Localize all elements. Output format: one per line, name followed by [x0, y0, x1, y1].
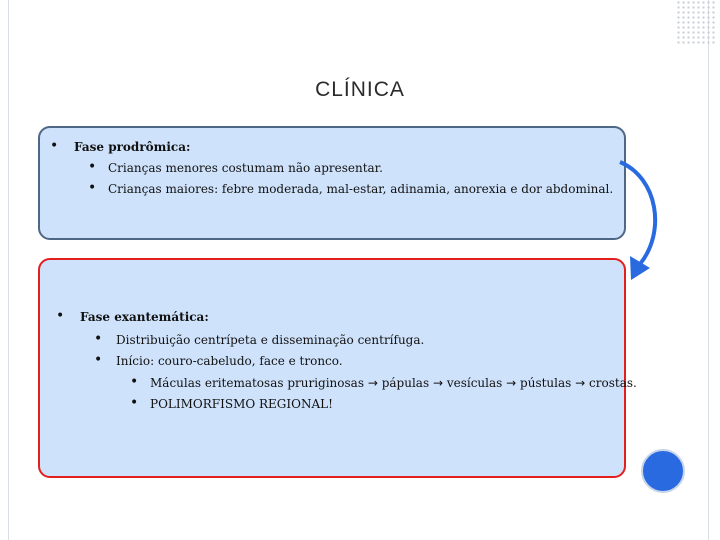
- progression-step-crusts: crostas.: [589, 376, 637, 390]
- arrow-right-icon: →: [432, 376, 443, 390]
- slide-title: CLÍNICA: [315, 78, 405, 101]
- bullet: •: [130, 395, 139, 411]
- prodromal-heading: Fase prodrômica:: [74, 140, 191, 154]
- bullet: •: [88, 159, 97, 175]
- exanthematic-item-2: Início: couro-cabeludo, face e tronco.: [116, 354, 343, 368]
- bullet: •: [56, 308, 65, 324]
- progression-step-vesicles: vesículas: [446, 376, 503, 390]
- corner-dot-pattern: [676, 0, 716, 46]
- exanthematic-heading: Fase exantemática:: [80, 310, 209, 324]
- exanthematic-item-1: Distribuição centrípeta e disseminação centrífuga.: [116, 333, 425, 347]
- prodromal-item-2: Crianças maiores: febre moderada, mal-estar, adinamia, anorexia e dor abdominal.: [108, 182, 614, 196]
- prodromal-item-1: Crianças menores costumam não apresentar.: [108, 161, 383, 175]
- polimorfismo-text: POLIMORFISMO REGIONAL!: [150, 397, 333, 411]
- arrow-right-icon: →: [506, 376, 517, 390]
- bullet: •: [88, 180, 97, 196]
- progression-step-macules: Máculas eritematosas pruriginosas: [150, 376, 364, 390]
- progression-step-pustules: pústulas: [520, 376, 572, 390]
- bullet: •: [50, 138, 59, 154]
- arrow-right-icon: →: [367, 376, 378, 390]
- progression-step-papules: pápulas: [381, 376, 430, 390]
- bullet: •: [130, 374, 139, 390]
- lesion-progression: [150, 375, 637, 391]
- arrow-right-icon: →: [575, 376, 586, 390]
- bullet: •: [94, 352, 103, 368]
- blue-circle-decoration: [641, 449, 685, 493]
- bullet: •: [94, 331, 103, 347]
